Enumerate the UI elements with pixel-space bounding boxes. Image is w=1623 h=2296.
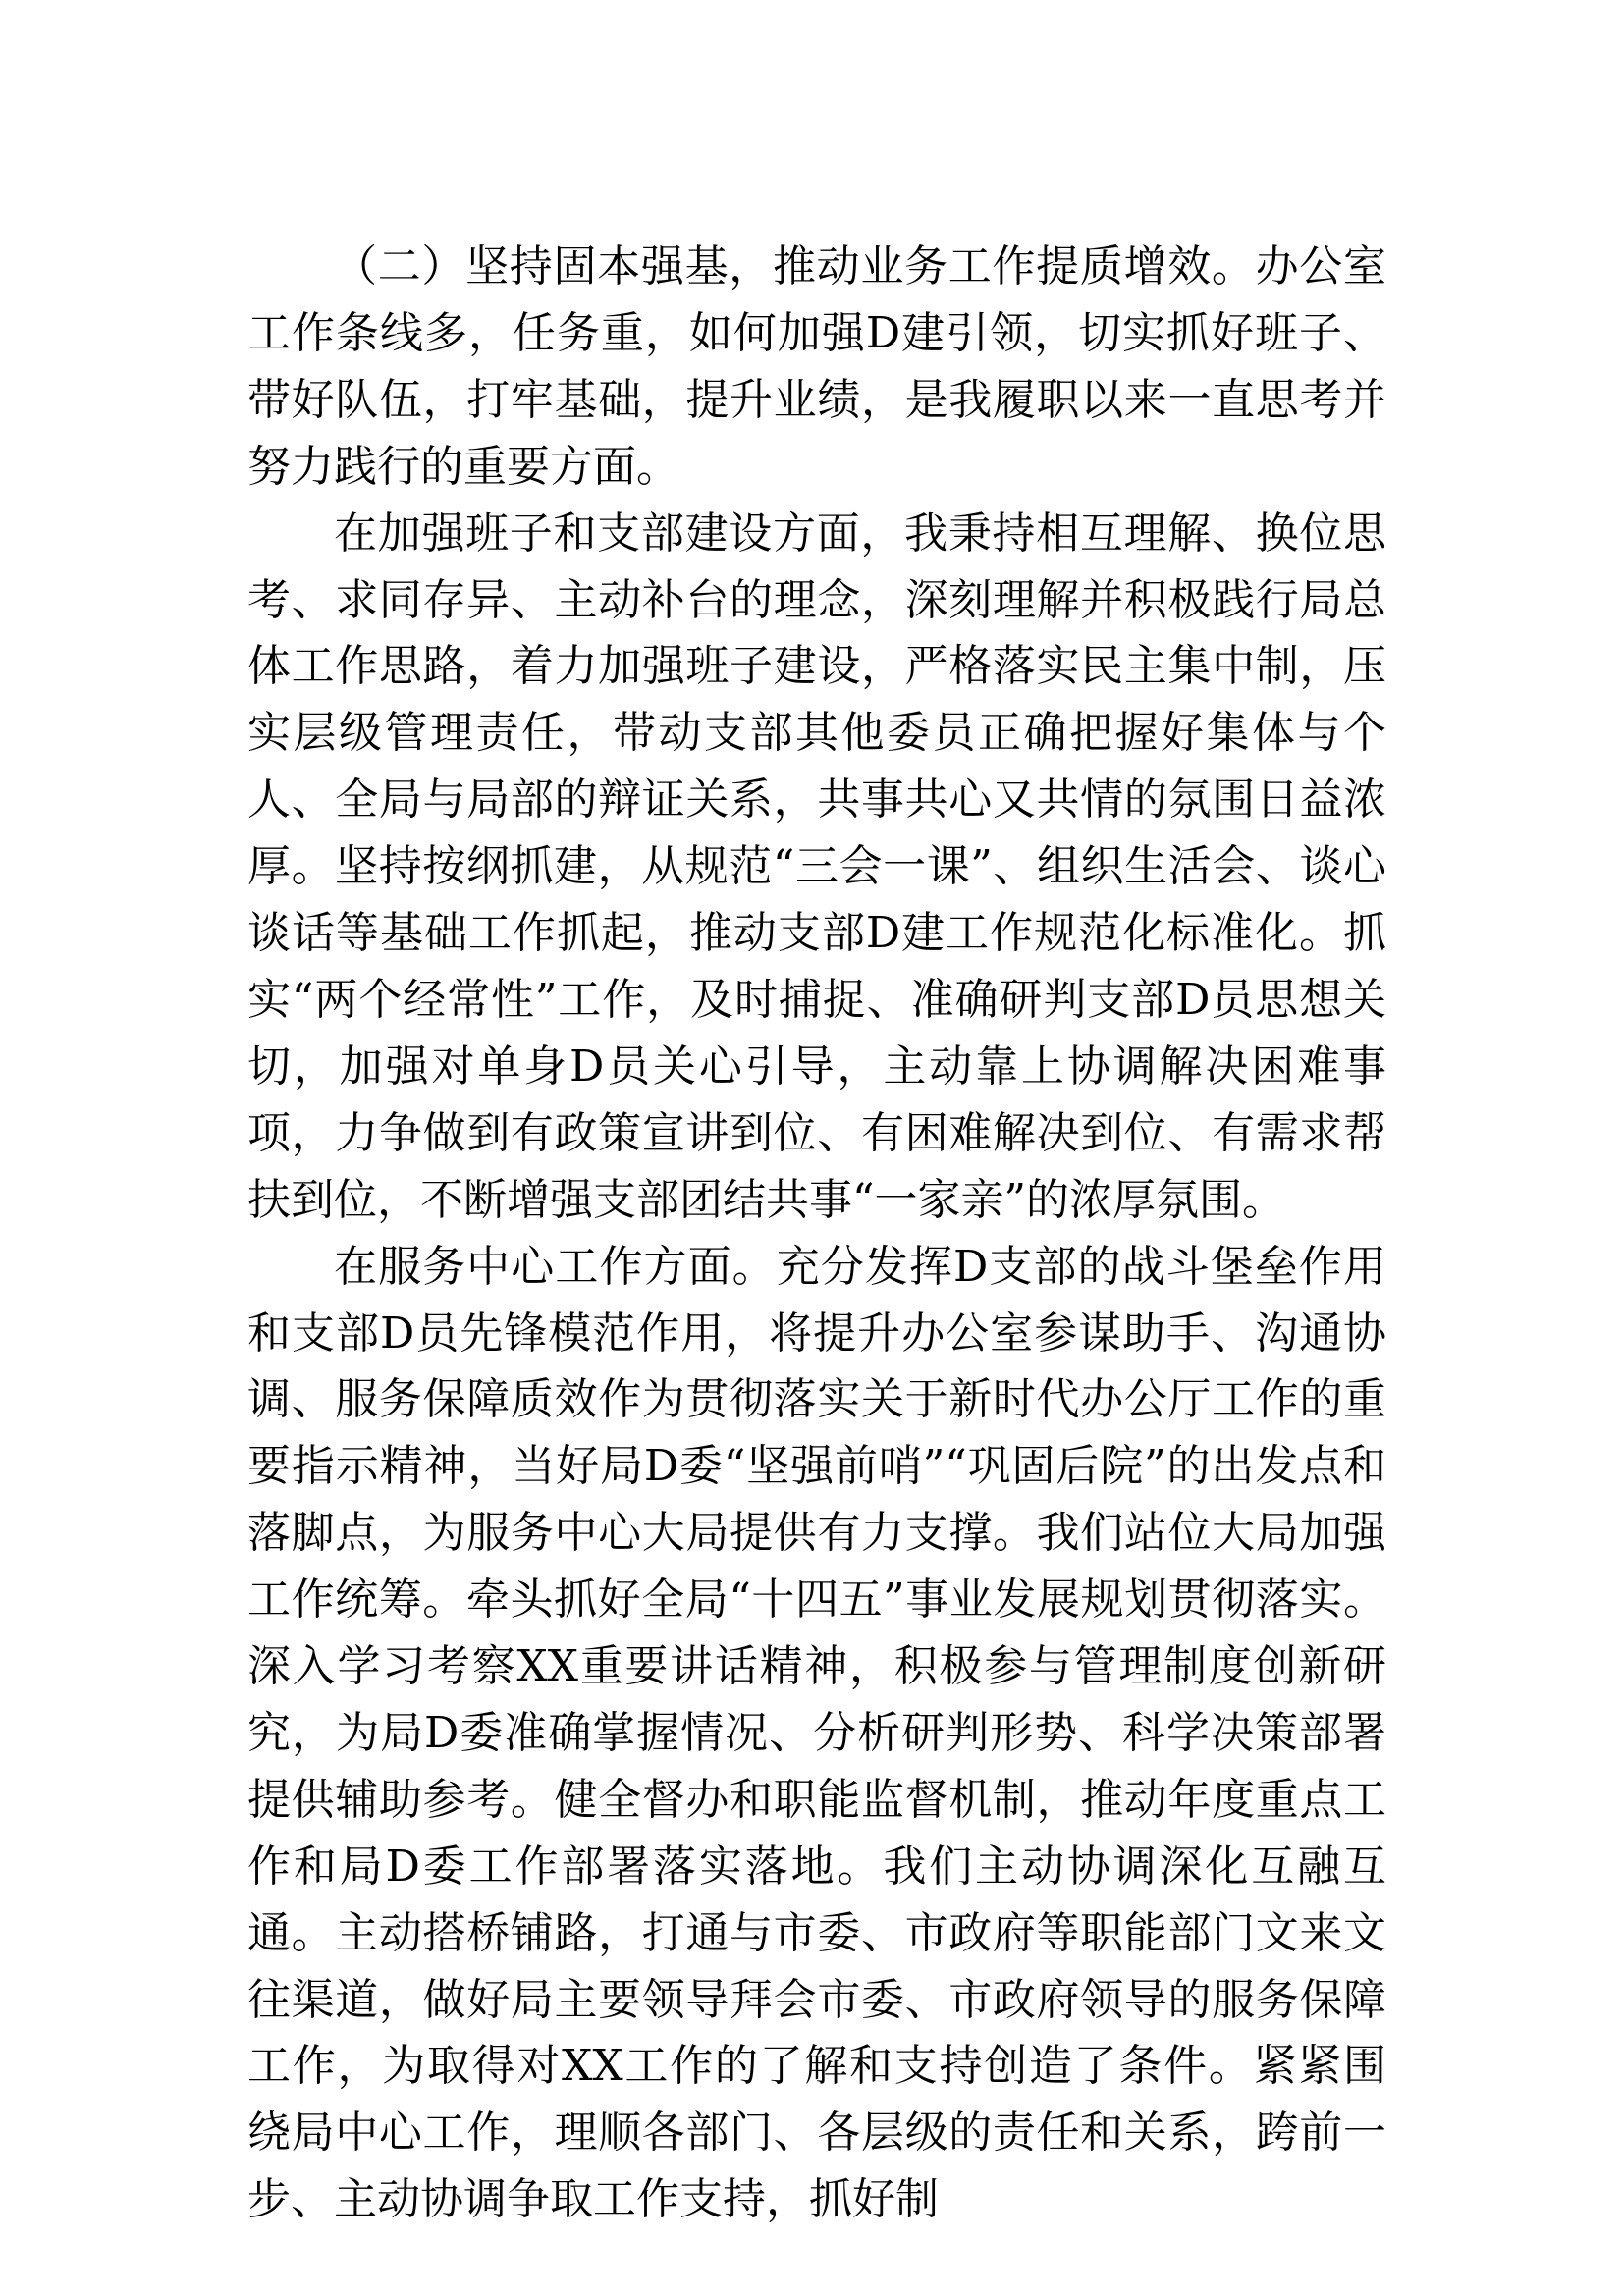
paragraph-section-heading: （二）坚持固本强基，推动业务工作提质增效。办公室工作条线多，任务重，如何加强D建引领，切实抓好班子、带好队伍，打牢基础，提升业绩，是我履职以来一直思考并努力践行的重要方面。 [247,241,1386,492]
paragraph-serving-center: 在服务中心工作方面。充分发挥D支部的战斗堡垒作用和支部D员先锋模范作用，将提升办公室参谋助手、沟通协调、服务保障质效作为贯彻落实关于新时代办公厅工作的重要指示精神，当好局D委“坚强前哨”“巩固后院”的出发点和落脚点，为服务中心大局提供有力支撑。我们站位大局加强工作统筹。牵头抓好全局“十四五”事业发展规划贯彻落实。深入学习考察XX重要讲话精神，积极参与管理制度创新研究，为局D委准确掌握情况、分析研判形势、科学决策部署提供辅助参考。健全督办和职能监督机制，推动年度重点工作和局D委工作部署落实落地。我们主动协调深化互融互通。主动搭桥铺路，打通与市委、市政府等职能部门文来文往渠道，做好局主要领导拜会市委、市政府领导的服务保障工作，为取得对XX工作的了解和支持创造了条件。紧紧围绕局中心工作，理顺各部门、各层级的责任和关系，跨前一步、主动协调争取工作支持，抓好制 [247,1241,1386,2225]
paragraph-team-building: 在加强班子和支部建设方面，我秉持相互理解、换位思考、求同存异、主动补台的理念，深刻理解并积极践行局总体工作思路，着力加强班子建设，严格落实民主集中制，压实层级管理责任，带动支部其他委员正确把握好集体与个人、全局与局部的辩证关系，共事共心又共情的氛围日益浓厚。坚持按纲抓建，从规范“三会一课”、组织生活会、谈心谈话等基础工作抓起，推动支部D建工作规范化标准化。抓实“两个经常性”工作，及时捕捉、准确研判支部D员思想关切，加强对单身D员关心引导，主动靠上协调解决困难事项，力争做到有政策宣讲到位、有困难解决到位、有需求帮扶到位，不断增强支部团结共事“一家亲”的浓厚氛围。 [247,507,1386,1225]
document-body [247,234,1386,2233]
